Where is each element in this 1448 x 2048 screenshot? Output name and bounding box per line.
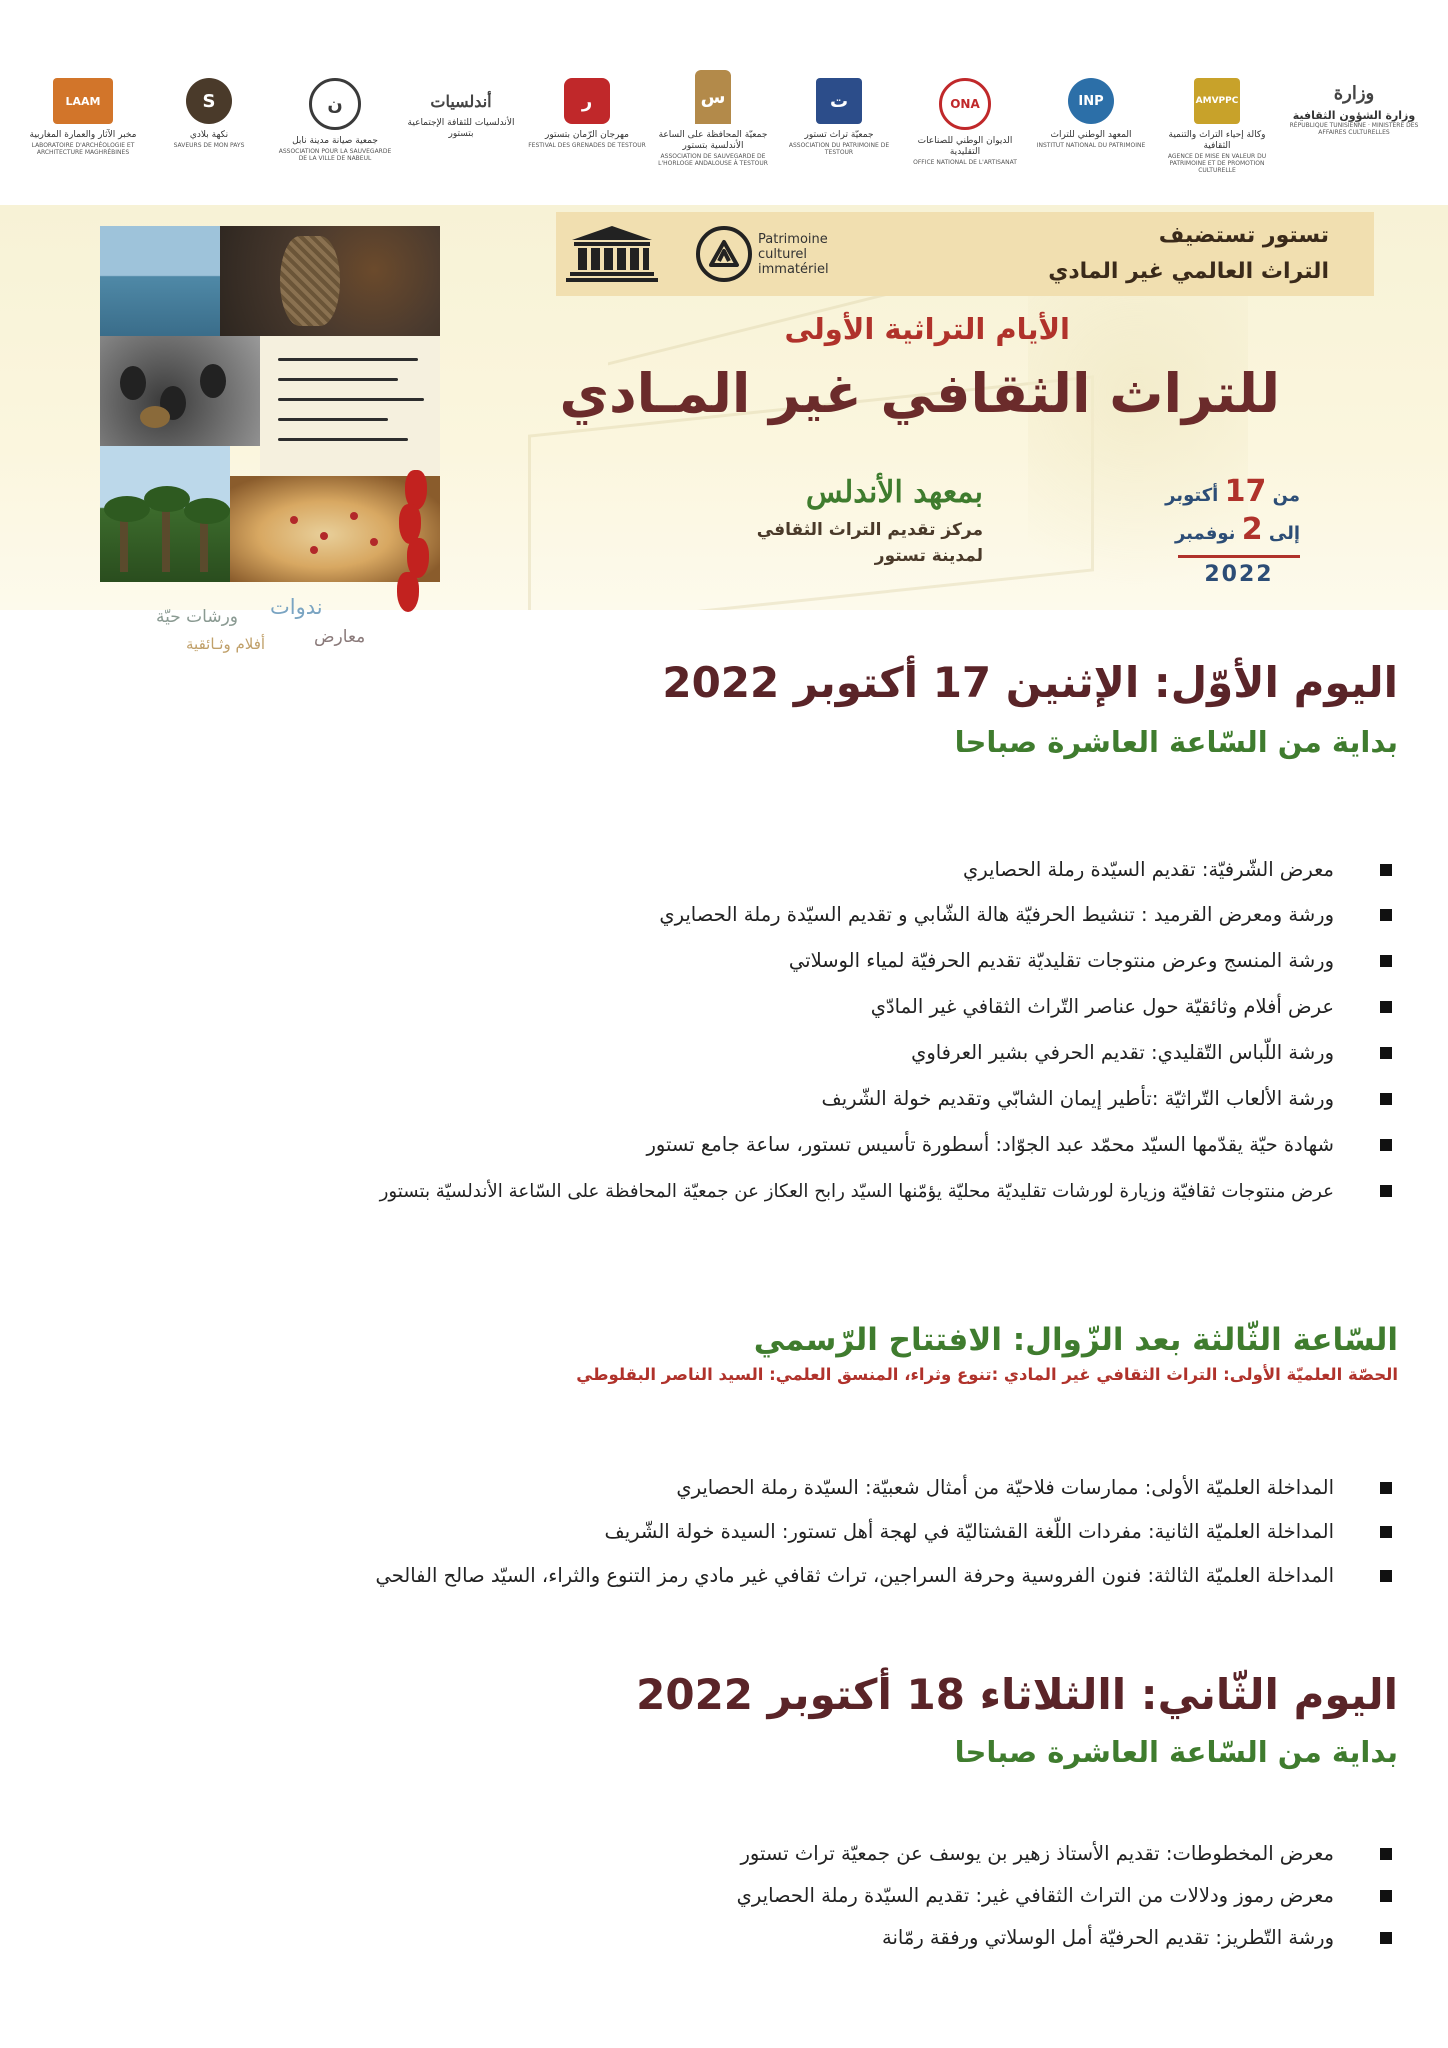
- list-item: [38, 1917, 1398, 1959]
- day1-start-time: بداية من السّاعة العاشرة صباحا: [954, 725, 1398, 759]
- logo-sub: INSTITUT NATIONAL DU PATRIMOINE: [1036, 142, 1146, 149]
- square-bullet-icon: [1380, 1526, 1392, 1538]
- host-line-2: التراث العالمي غير المادي: [1048, 259, 1329, 284]
- inp-logo-icon: INP: [1068, 78, 1114, 124]
- square-bullet-icon: [1380, 1932, 1392, 1944]
- activity-tags: [150, 595, 410, 665]
- tag-films: أفلام وثـائقية: [186, 635, 266, 653]
- list-item: [38, 1554, 1398, 1598]
- day2-program: [38, 1833, 1398, 1959]
- logo-name: مخبر الآثار والعمارة المغاربية: [29, 130, 137, 140]
- host-line-1: تستور تستضيف: [1158, 223, 1329, 248]
- tag-exhibitions: معارض: [314, 627, 366, 647]
- date-from-day: 17: [1224, 474, 1267, 509]
- ich-circle-icon: [696, 226, 752, 282]
- logo-festival-grenades: [528, 78, 646, 149]
- logo-name: وكالة إحياء التراث والتنمية الثقافية: [1168, 130, 1266, 151]
- event-kicker: الأيام التراثية الأولى: [784, 312, 1070, 346]
- logo-laam: [24, 78, 142, 156]
- logo-ministry: [1284, 78, 1424, 136]
- logo-sub: AGENCE DE MISE EN VALEUR DU PATRIMOINE ET DE PROMOTION CULTURELLE: [1167, 153, 1267, 174]
- item-text: ورشة التّطريز: تقديم الحرفيّة أمل الوسلاتي ورفقة رمّانة: [882, 1926, 1334, 1949]
- logo-andalousiat: [402, 78, 520, 140]
- session1-list: [38, 1466, 1398, 1598]
- day2-start-time: بداية من السّاعة العاشرة صباحا: [954, 1735, 1398, 1769]
- logo-sub: OFFICE NATIONAL DE L'ARTISANAT: [913, 159, 1017, 166]
- list-item: [38, 1122, 1398, 1168]
- ich-line: Patrimoine: [758, 231, 828, 247]
- day2-title: اليوم الثّاني: االثلاثاء 18 أكتوبر 2022: [636, 1670, 1398, 1719]
- logo-name: مهرجان الرّمان بتستور: [545, 130, 629, 140]
- saveurs-logo-icon: S: [186, 78, 232, 124]
- logo-sub: FESTIVAL DES GRENADES DE TESTOUR: [528, 142, 646, 149]
- venue-name: بمعهد الأندلس: [805, 475, 983, 510]
- pottery-figures-photo: [100, 336, 260, 446]
- list-item: [38, 1510, 1398, 1554]
- logo-name: الديوان الوطني للصناعات التقليدية: [917, 136, 1013, 157]
- item-text: عرض أفلام وثائقيّة حول عناصر التّراث الثقافي غير المادّي: [870, 995, 1334, 1018]
- logo-name: الأندلسيات للثقافة الإجتماعية بتستور: [407, 118, 515, 139]
- square-bullet-icon: [1380, 1093, 1392, 1105]
- date-to: [1174, 512, 1300, 551]
- ministry-logo-icon: وزارة: [1333, 83, 1375, 104]
- date-to-day: 2: [1241, 512, 1263, 547]
- venue-line-2: لمدينة تستور: [874, 546, 983, 566]
- date-from-month: أكتوبر: [1165, 485, 1219, 506]
- opening-session-title: السّاعة الثّالثة بعد الزّوال: الافتتاح الرّسمي: [753, 1322, 1398, 1358]
- eye-logo-icon: ن: [309, 78, 361, 130]
- date-to-word: إلى: [1268, 523, 1300, 544]
- square-bullet-icon: [1380, 1139, 1392, 1151]
- item-text: المداخلة العلميّة الثانية: مفردات اللّغة القشتاليّة في لهجة أهل تستور: السيدة خولة الشّريف: [604, 1520, 1334, 1543]
- list-item: [38, 1875, 1398, 1917]
- logo-name: جمعية صيانة مدينة نابل: [292, 136, 378, 146]
- square-bullet-icon: [1380, 1890, 1392, 1902]
- square-bullet-icon: [1380, 955, 1392, 967]
- ona-logo-icon: ONA: [939, 78, 991, 130]
- item-text: ورشة ومعرض القرميد : تنشيط الحرفيّة هالة الشّابي و تقديم السيّدة رملة الحصايري: [659, 903, 1334, 926]
- square-bullet-icon: [1380, 1185, 1392, 1197]
- logo-sub: ASSOCIATION POUR LA SAUVEGARDE DE LA VILLE DE NABEUL: [278, 148, 392, 162]
- logo-name: نكهة بلادي: [189, 130, 229, 140]
- clock-tower-logo-icon: س: [695, 70, 731, 124]
- opening-session: [38, 1318, 1398, 1388]
- sea-boat-photo: [100, 226, 220, 336]
- day1-program: [38, 847, 1398, 1214]
- date-to-month: نوفمبر: [1174, 523, 1236, 544]
- event-year: 2022: [1178, 555, 1300, 587]
- book-logo-icon: ت: [816, 78, 862, 124]
- day1-section: [38, 656, 1398, 764]
- manuscript-photo: [260, 336, 440, 476]
- item-text: معرض المخطوطات: تقديم الأستاذ زهير بن يوسف عن جمعيّة تراث تستور: [740, 1842, 1334, 1865]
- day1-list: [38, 847, 1398, 1214]
- list-item: [38, 1833, 1398, 1875]
- tag-workshops: ورشات حيّة: [156, 607, 239, 627]
- day1-title: اليوم الأوّل: الإثنين 17 أكتوبر 2022: [662, 658, 1398, 707]
- item-text: ورشة اللّباس التّقليدي: تقديم الحرفي بشير العرفاوي: [911, 1041, 1334, 1064]
- scientific-session-note: الحصّة العلميّة الأولى: التراث الثقافي غير المادي :تنوع وثراء، المنسق العلمي: السيد الناصر البقلوطي: [576, 1365, 1398, 1384]
- square-bullet-icon: [1380, 1848, 1392, 1860]
- item-text: عرض منتوجات ثقافيّة وزيارة لورشات تقليديّة محليّة يؤمّنها السيّد رابح العكاز عن جمعيّة المحافظة على السّاعة الأندلسيّة بتستور: [379, 1181, 1334, 1202]
- item-text: المداخلة العلميّة الثالثة: فنون الفروسية وحرفة السراجين، تراث ثقافي غير مادي رمز التنوع والثراء، السيّد صالح الفالحي: [375, 1564, 1334, 1587]
- item-text: المداخلة العلميّة الأولى: ممارسات فلاحيّة من أمثال شعبيّة: السيّدة رملة الحصايري: [676, 1476, 1334, 1499]
- item-text: معرض الشّرفيّة: تقديم السيّدة رملة الحصايري: [963, 858, 1334, 881]
- laam-logo-icon: LAAM: [53, 78, 113, 124]
- venue-line-1: مركز تقديم التراث الثقافي: [756, 520, 983, 540]
- square-bullet-icon: [1380, 909, 1392, 921]
- item-text: معرض رموز ودلالات من التراث الثقافي غير: تقديم السيّدة رملة الحصايري: [736, 1884, 1334, 1907]
- logo-saveurs: [150, 78, 268, 149]
- basket-weaver-photo: [220, 226, 440, 336]
- square-bullet-icon: [1380, 1001, 1392, 1013]
- list-item: [38, 1076, 1398, 1122]
- tag-seminars: ندوات: [270, 595, 323, 619]
- logo-sub: ASSOCIATION DU PATRIMOINE DE TESTOUR: [788, 142, 890, 156]
- unesco-banner: [556, 212, 1374, 296]
- event-title: للتراث الثقافي غير المـادي: [559, 362, 1280, 425]
- logo-sub: SAVEURS DE MON PAYS: [173, 142, 245, 149]
- ich-line: immatériel: [758, 261, 829, 277]
- pomegranate-logo-icon: ر: [564, 78, 610, 124]
- square-bullet-icon: [1380, 864, 1392, 876]
- host-text: [1048, 218, 1329, 290]
- date-from: [1165, 474, 1300, 513]
- square-bullet-icon: [1380, 1482, 1392, 1494]
- list-item: [38, 1168, 1398, 1214]
- logo-nabeul: [276, 78, 394, 162]
- logo-name: وزارة الشؤون الثقافية: [1292, 109, 1416, 122]
- logo-ona: [906, 78, 1024, 166]
- item-text: ورشة المنسج وعرض منتوجات تقليديّة تقديم الحرفيّة لمياء الوسلاتي: [788, 949, 1334, 972]
- list-item: [38, 984, 1398, 1030]
- logo-name: جمعيّة تراث تستور: [804, 130, 874, 140]
- item-text: ورشة الألعاب التّراثيّة :تأطير إيمان الشابّي وتقديم خولة الشّريف: [821, 1087, 1334, 1110]
- square-bullet-icon: [1380, 1047, 1392, 1059]
- item-text: شهادة حيّة يقدّمها السيّد محمّد عبد الجوّاد: أسطورة تأسيس تستور، ساعة جامع تستور: [646, 1133, 1334, 1156]
- date-from-word: من: [1272, 485, 1300, 506]
- logo-name: المعهد الوطني للتراث: [1050, 130, 1132, 140]
- ich-logo: [696, 224, 846, 284]
- logo-inp: [1032, 78, 1150, 149]
- day2-section: [38, 1668, 1398, 1774]
- unesco-temple-icon: [566, 224, 658, 284]
- list-item: [38, 847, 1398, 892]
- ich-words: [758, 232, 829, 277]
- logo-sub: ASSOCIATION DE SAUVEGARDE DE L'HORLOGE ANDALOUSE À TESTOUR: [658, 153, 768, 167]
- session1-program: [38, 1466, 1398, 1598]
- list-item: [38, 938, 1398, 984]
- amvppc-logo-icon: AMVPPC: [1194, 78, 1240, 124]
- partner-logos: [24, 78, 1424, 188]
- square-bullet-icon: [1380, 1570, 1392, 1582]
- list-item: [38, 1030, 1398, 1076]
- heritage-photo-collage: [100, 226, 440, 582]
- andalousiat-logo-icon: أندلسيات: [430, 92, 492, 111]
- ich-line: culturel: [758, 246, 808, 262]
- logo-name: جمعيّة المحافظة على الساعة الأندلسية بتستور: [658, 130, 768, 151]
- list-item: [38, 892, 1398, 938]
- logo-sub: RÉPUBLIQUE TUNISIENNE · MINISTÈRE DES AFFAIRES CULTURELLES: [1289, 122, 1419, 136]
- logo-horloge-andalouse: [654, 78, 772, 167]
- logo-patrimoine-testour: [780, 78, 898, 156]
- palm-oasis-photo: [100, 446, 230, 582]
- logo-sub: LABORATOIRE D'ARCHÉOLOGIE ET ARCHITECTURE MAGHRÉBINES: [31, 142, 135, 156]
- event-dates: [1165, 474, 1300, 587]
- day2-list: [38, 1833, 1398, 1959]
- list-item: [38, 1466, 1398, 1510]
- logo-amvppc: [1158, 78, 1276, 174]
